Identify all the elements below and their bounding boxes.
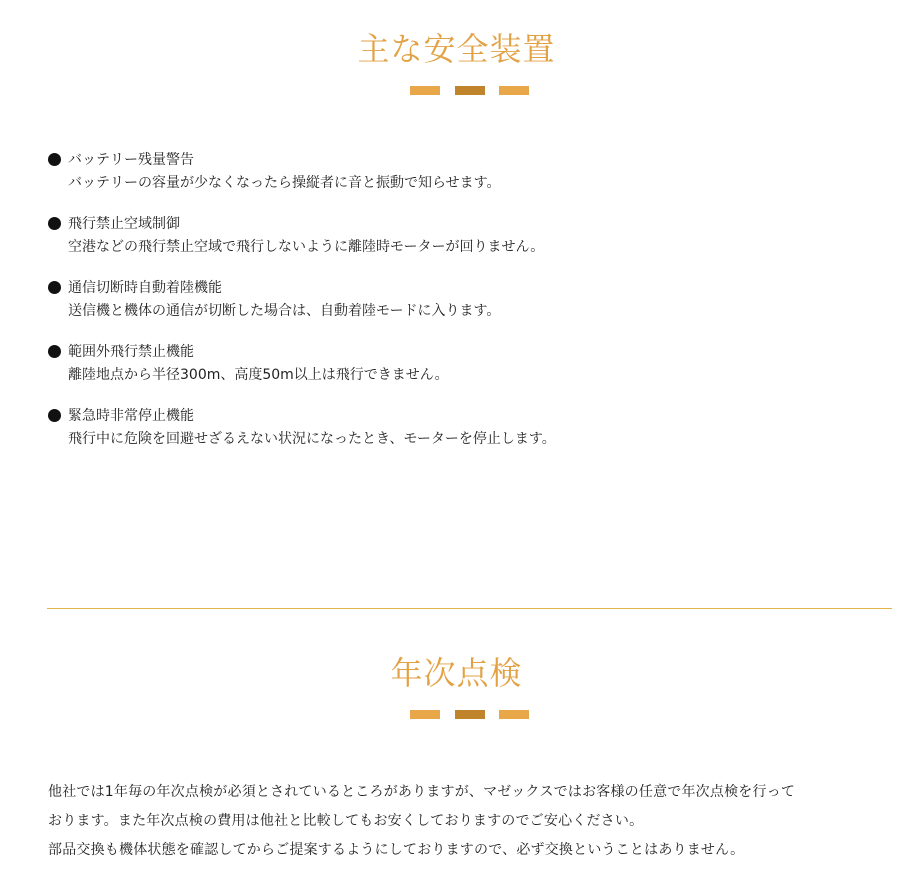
feature-description: 送信機と機体の通信が切断した場合は、自動着陸モードに入ります。 (68, 303, 501, 319)
paragraph-line: 部品交換も機体状態を確認してからご提案するようにしておりますので、必ず交換ということはありません。 (48, 842, 745, 858)
feature-description: 飛行中に危険を回避せざるえない状況になったとき、モーターを停止します。 (68, 431, 556, 447)
decoration-bar (410, 710, 440, 719)
feature-title: バッテリー残量警告 (68, 152, 194, 168)
bullet-icon (48, 153, 61, 166)
bullet-icon (48, 281, 61, 294)
decoration-bar (499, 86, 529, 95)
inspection-section-title: 年次点検 (390, 654, 523, 692)
bullet-icon (48, 409, 61, 422)
paragraph-line: 他社では1年毎の年次点検が必須とされているところがありますが、マゼックスではお客様の任意で年次点検を行って (48, 784, 796, 800)
list-item (48, 150, 888, 214)
paragraph-line: おります。また年次点検の費用は他社と比較してもお安くしておりますのでご安心ください。 (48, 813, 644, 829)
title-decoration (410, 86, 530, 95)
decoration-bar (410, 86, 440, 95)
decoration-bar (455, 86, 485, 95)
feature-title: 通信切断時自動着陸機能 (68, 280, 222, 296)
list-item (48, 342, 888, 406)
list-item (48, 278, 888, 342)
bullet-icon (48, 217, 61, 230)
bullet-icon (48, 345, 61, 358)
decoration-bar (455, 710, 485, 719)
feature-description: バッテリーの容量が少なくなったら操縦者に音と振動で知らせます。 (68, 175, 501, 191)
safety-feature-list (48, 150, 888, 470)
list-item (48, 214, 888, 278)
feature-title: 緊急時非常停止機能 (68, 408, 194, 424)
feature-description: 空港などの飛行禁止空域で飛行しないように離陸時モーターが回りません。 (68, 239, 545, 255)
inspection-paragraph (48, 778, 898, 865)
feature-title: 飛行禁止空域制御 (68, 216, 180, 232)
safety-section-title: 主な安全装置 (357, 30, 556, 68)
title-decoration (410, 710, 530, 719)
decoration-bar (499, 710, 529, 719)
section-divider (47, 608, 892, 609)
list-item (48, 406, 888, 470)
feature-title: 範囲外飛行禁止機能 (68, 344, 194, 360)
feature-description: 離陸地点から半径300m、高度50m以上は飛行できません。 (68, 367, 449, 383)
